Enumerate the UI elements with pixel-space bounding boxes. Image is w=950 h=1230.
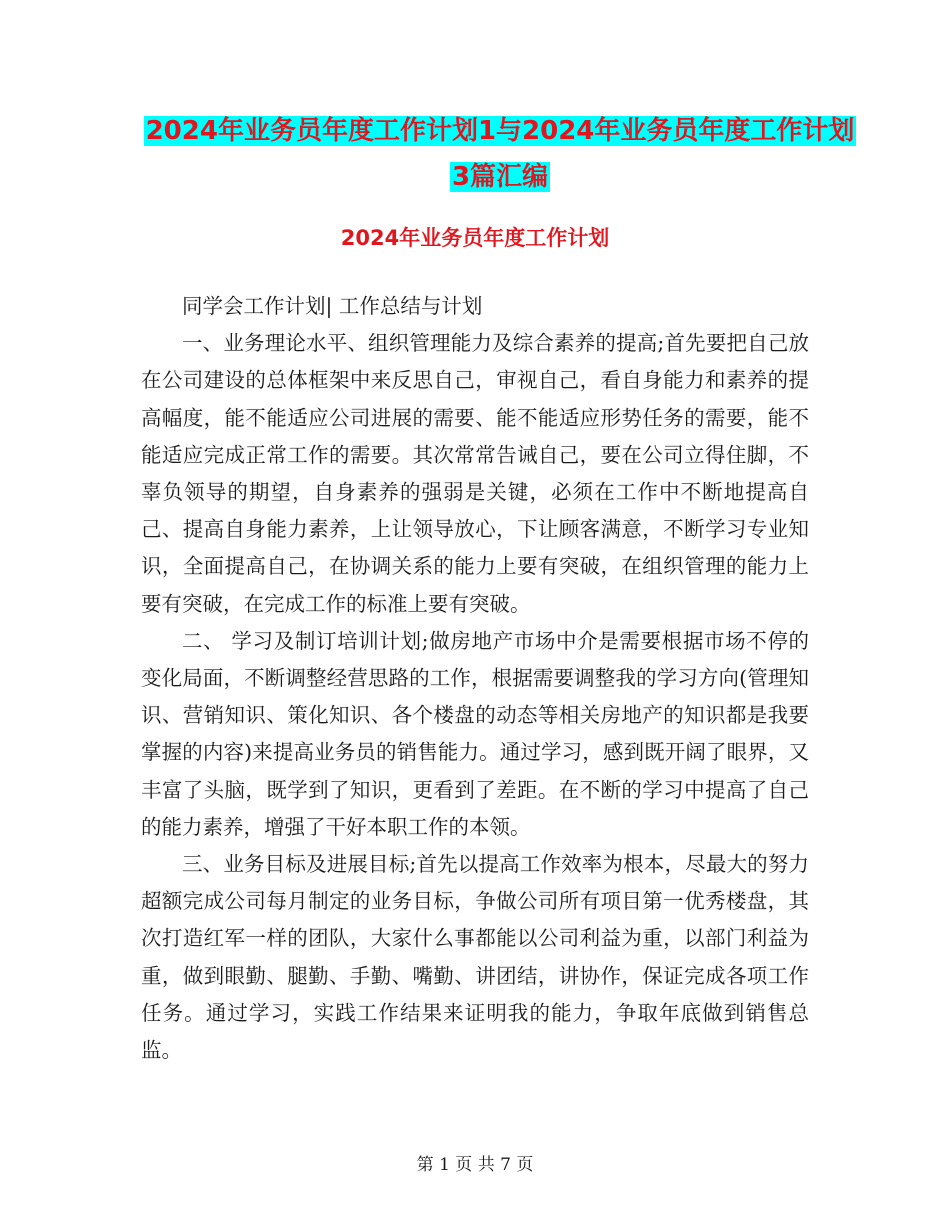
document-title xyxy=(140,108,860,200)
paragraph-3: 三、业务目标及进展目标;首先以提高工作效率为根本，尽最大的努力超额完成公司每月制定的业务目标，争做公司所有项目第一优秀楼盘，其次打造红军一样的团队，大家什么事都能以公司利益为重，以部门利益为重，做到眼勤、腿勤、手勤、嘴勤、讲团结，讲协作，保证完成各项工作任务。通过学习，实践工作结果来证明我的能力，争取年底做到销售总监。 xyxy=(141,852,809,1063)
section-title: 2024年业务员年度工作计划 xyxy=(340,226,610,250)
document-title-highlight: 2024年业务员年度工作计划1与2024年业务员年度工作计划3篇汇编 xyxy=(145,116,855,192)
paragraph-1: 一、业务理论水平、组织管理能力及综合素养的提高;首先要把自己放在公司建设的总体框架中来反思自己，审视自己，看自身能力和素养的提高幅度，能不能适应公司进展的需要、能不能适应形势任务的需要，能不能适应完成正常工作的需要。其次常常告诫自己，要在公司立得住脚，不辜负领导的期望，自身素养的强弱是关键，必须在工作中不断地提高自己、提高自身能力素养，上让领导放心，下让顾客满意，不断学习专业知识，全面提高自己，在协调关系的能力上要有突破，在组织管理的能力上要有突破，在完成工作的标准上要有突破。 xyxy=(141,331,809,616)
paragraph-2: 二、 学习及制订培训计划;做房地产市场中介是需要根据市场不停的变化局面，不断调整经营思路的工作，根据需要调整我的学习方向(管理知识、营销知识、策化知识、各个楼盘的动态等相关房地产的知识都是我要掌握的内容)来提高业务员的销售能力。通过学习，感到既开阔了眼界，又丰富了头脑，既学到了知识，更看到了差距。在不断的学习中提高了自己的能力素养，增强了干好本职工作的本领。 xyxy=(141,628,809,839)
page-number-footer: 第 1 页 共 7 页 xyxy=(416,1155,534,1175)
paragraph-heading-line: 同学会工作计划| 工作总结与计划 xyxy=(182,294,483,318)
document-body xyxy=(141,288,809,1069)
